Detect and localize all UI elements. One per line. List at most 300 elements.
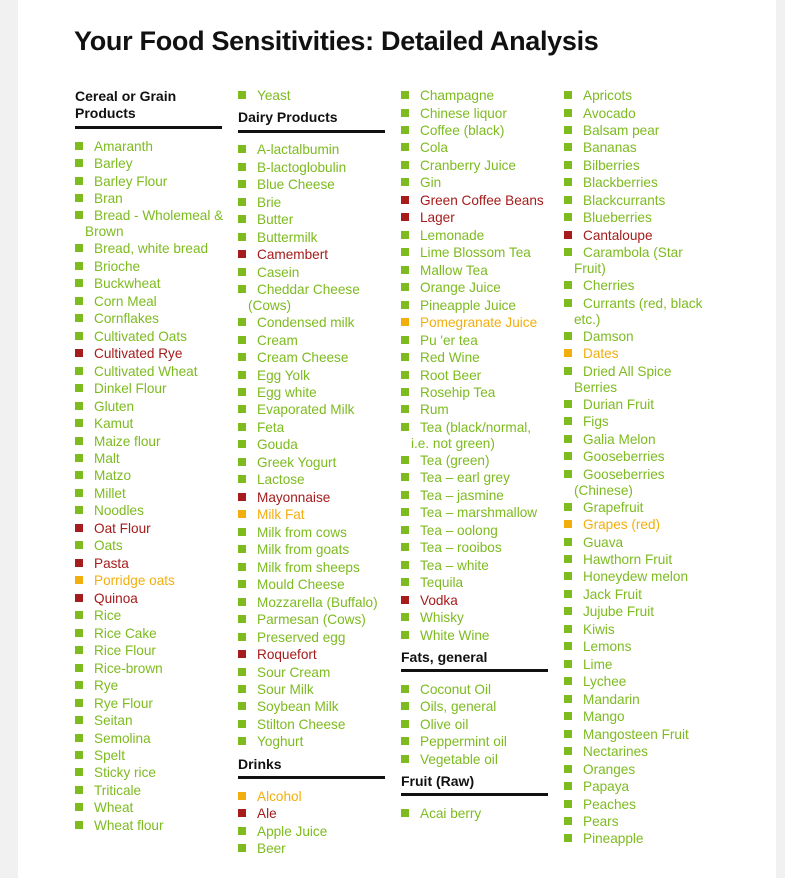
sensitivity-marker-icon [75,332,83,340]
food-name: Mozzarella (Buffalo) [257,595,378,610]
sensitivity-marker-icon [238,180,246,188]
food-name: Cantaloupe [583,228,653,243]
sensitivity-marker-icon [75,524,83,532]
section-heading-line: Products [75,105,136,121]
sensitivity-marker-icon [238,827,246,835]
food-name: Damson [583,329,634,344]
sensitivity-marker-icon [238,633,246,641]
sensitivity-marker-icon [401,755,409,763]
food-name: Buttermilk [257,230,318,245]
sensitivity-marker-icon [75,437,83,445]
sensitivity-marker-icon [401,508,409,516]
food-name: Brie [257,195,282,210]
food-name: Root Beer [420,368,482,383]
food-name-continued: etc.) [574,312,601,327]
sensitivity-marker-icon [401,613,409,621]
food-name: Hawthorn Fruit [583,552,673,567]
sensitivity-marker-icon [238,405,246,413]
food-name: Cultivated Rye [94,346,183,361]
food-name: Soybean Milk [257,699,339,714]
section-heading-line: Dairy Products [238,109,338,125]
sensitivity-marker-icon [238,268,246,276]
sensitivity-marker-icon [564,299,572,307]
sensitivity-marker-icon [564,782,572,790]
food-name: Egg white [257,385,317,400]
food-name: Tea – rooibos [420,540,502,555]
food-name: Roquefort [257,647,317,662]
sensitivity-marker-icon [75,821,83,829]
food-name: Sour Cream [257,665,331,680]
food-name: Oils, general [420,699,497,714]
food-name: Dinkel Flour [94,381,167,396]
food-name: Lemons [583,639,632,654]
sensitivity-marker-icon [564,178,572,186]
sensitivity-marker-icon [238,563,246,571]
page-title: Your Food Sensitivities: Detailed Analysis [74,26,599,56]
sensitivity-marker-icon [401,161,409,169]
food-name: Barley Flour [94,174,168,189]
sensitivity-marker-icon [238,792,246,800]
sensitivity-marker-icon [564,555,572,563]
food-name: Tea (green) [420,453,490,468]
food-name: Brioche [94,259,141,274]
food-name: Whisky [420,610,464,625]
food-name: Bread - Wholemeal & [94,208,224,223]
sensitivity-marker-icon [238,650,246,658]
food-name: Tea – earl grey [420,470,510,485]
sensitivity-marker-icon [564,765,572,773]
sensitivity-marker-icon [75,297,83,305]
sensitivity-marker-icon [75,611,83,619]
sensitivity-marker-icon [75,244,83,252]
food-name: Rice Cake [94,626,157,641]
food-name-continued: (Chinese) [574,483,633,498]
sensitivity-marker-icon [401,143,409,151]
food-name: Galia Melon [583,432,656,447]
food-name: White Wine [420,628,490,643]
section-heading [238,756,385,773]
food-name: Gluten [94,399,135,414]
food-name: Parmesan (Cows) [257,612,366,627]
sensitivity-marker-icon [238,458,246,466]
sensitivity-marker-icon [238,371,246,379]
sensitivity-marker-icon [401,266,409,274]
sensitivity-marker-icon [401,91,409,99]
food-name: Wheat flour [94,818,164,833]
food-name: Cheddar Cheese [257,282,360,297]
food-name: Cream [257,333,298,348]
food-name: Evaporated Milk [257,402,355,417]
sensitivity-marker-icon [564,367,572,375]
section-heading-line: Cereal or Grain [75,88,177,104]
section-heading-line: Fats, general [401,649,488,665]
sensitivity-marker-icon [238,440,246,448]
food-name: Tea – marshmallow [420,505,538,520]
food-name: Avocado [583,106,636,121]
food-name: Feta [257,420,285,435]
sensitivity-marker-icon [75,646,83,654]
food-name: Beer [257,841,286,856]
food-name: Cultivated Wheat [94,364,198,379]
food-name: Alcohol [257,789,302,804]
sensitivity-marker-icon [75,664,83,672]
food-name: Bread, white bread [94,241,209,256]
sensitivity-marker-icon [401,685,409,693]
sensitivity-marker-icon [238,528,246,536]
sensitivity-marker-icon [401,213,409,221]
food-name: Tea – white [420,558,489,573]
sensitivity-marker-icon [238,215,246,223]
food-name: Semolina [94,731,151,746]
food-name: Rice-brown [94,661,163,676]
food-name: Blackcurrants [583,193,666,208]
sensitivity-marker-icon [75,699,83,707]
food-name: Bran [94,191,123,206]
food-name: Oranges [583,762,636,777]
sensitivity-marker-icon [238,198,246,206]
section-divider [401,669,548,672]
sensitivity-marker-icon [401,456,409,464]
section-divider [75,126,222,129]
food-name: Egg Yolk [257,368,310,383]
food-name: Malt [94,451,120,466]
food-name: Tea – oolong [420,523,498,538]
sensitivity-marker-icon [564,834,572,842]
food-name: Milk from sheeps [257,560,360,575]
food-name: Vegetable oil [420,752,498,767]
sensitivity-marker-icon [401,543,409,551]
food-name: Orange Juice [420,280,501,295]
sensitivity-marker-icon [564,452,572,460]
food-name: Cornflakes [94,311,159,326]
sensitivity-marker-icon [238,145,246,153]
sensitivity-marker-icon [75,786,83,794]
sensitivity-marker-icon [401,423,409,431]
sensitivity-marker-icon [401,405,409,413]
food-name: Rye Flour [94,696,153,711]
sensitivity-marker-icon [401,178,409,186]
food-name: Sour Milk [257,682,314,697]
sensitivity-marker-icon [564,126,572,134]
food-name: Lactose [257,472,305,487]
section-divider [238,776,385,779]
food-name: Yeast [257,88,291,103]
sensitivity-marker-icon [401,248,409,256]
sensitivity-marker-icon [75,279,83,287]
sensitivity-marker-icon [75,489,83,497]
section-heading [401,649,548,666]
sensitivity-marker-icon [401,231,409,239]
food-name: Buckwheat [94,276,161,291]
sensitivity-marker-icon [75,734,83,742]
sensitivity-marker-icon [564,332,572,340]
sensitivity-marker-icon [238,233,246,241]
food-name: Blue Cheese [257,177,335,192]
food-name: Green Coffee Beans [420,193,544,208]
food-name: Cola [420,140,448,155]
sensitivity-marker-icon [401,491,409,499]
food-name: Jujube Fruit [583,604,655,619]
food-name-continued: Berries [574,380,618,395]
sensitivity-marker-icon [75,194,83,202]
food-name: Pu 'er tea [420,333,478,348]
food-name: Red Wine [420,350,480,365]
sensitivity-marker-icon [564,572,572,580]
sensitivity-marker-icon [238,163,246,171]
food-name: Guava [583,535,624,550]
sensitivity-marker-icon [401,371,409,379]
food-name: Apple Juice [257,824,328,839]
food-name: Spelt [94,748,125,763]
sensitivity-marker-icon [564,143,572,151]
sensitivity-marker-icon [238,844,246,852]
sensitivity-marker-icon [75,681,83,689]
food-name: Matzo [94,468,132,483]
sensitivity-marker-icon [75,349,83,357]
food-name-continued: (Cows) [248,298,292,313]
food-name-continued: i.e. not green) [411,436,495,451]
food-name: Kamut [94,416,134,431]
sensitivity-marker-icon [564,520,572,528]
food-name: Rosehip Tea [420,385,496,400]
sensitivity-marker-icon [401,561,409,569]
sensitivity-marker-icon [564,817,572,825]
sensitivity-marker-icon [401,301,409,309]
sensitivity-marker-icon [401,126,409,134]
sensitivity-marker-icon [238,318,246,326]
food-name: Rice [94,608,122,623]
food-name: Lemonade [420,228,485,243]
food-name: Dried All Spice [583,364,672,379]
food-name: Butter [257,212,294,227]
sensitivity-marker-icon [75,211,83,219]
food-name: Yoghurt [257,734,304,749]
sensitivity-marker-icon [401,526,409,534]
sensitivity-marker-icon [75,384,83,392]
sensitivity-marker-icon [238,336,246,344]
sensitivity-marker-icon [75,262,83,270]
sensitivity-marker-icon [75,142,83,150]
food-name: Mangosteen Fruit [583,727,689,742]
sensitivity-marker-icon [75,594,83,602]
sensitivity-marker-icon [75,177,83,185]
sensitivity-marker-icon [564,503,572,511]
sensitivity-marker-icon [401,196,409,204]
food-name: Barley [94,156,133,171]
food-name: Stilton Cheese [257,717,346,732]
food-name: Cherries [583,278,635,293]
food-name: Quinoa [94,591,138,606]
sensitivity-marker-icon [75,803,83,811]
food-name: Noodles [94,503,144,518]
food-name: Ale [257,806,277,821]
sensitivity-marker-icon [564,695,572,703]
food-name: Lime Blossom Tea [420,245,531,260]
section-divider [401,793,548,796]
food-name: Kiwis [583,622,615,637]
sensitivity-marker-icon [401,720,409,728]
food-name: Bananas [583,140,637,155]
food-name: Gouda [257,437,298,452]
food-name: Dates [583,346,619,361]
food-name: Triticale [94,783,142,798]
food-name: Gooseberries [583,467,665,482]
food-name: Wheat [94,800,134,815]
food-name: B-lactoglobulin [257,160,347,175]
food-name: Honeydew melon [583,569,689,584]
sensitivity-marker-icon [238,353,246,361]
sensitivity-marker-icon [401,737,409,745]
food-name: Olive oil [420,717,469,732]
food-name: Mallow Tea [420,263,488,278]
sensitivity-marker-icon [564,281,572,289]
food-name: Tea – jasmine [420,488,504,503]
food-name: Pomegranate Juice [420,315,538,330]
food-name: Rice Flour [94,643,156,658]
food-name: Pineapple [583,831,644,846]
sensitivity-marker-icon [238,809,246,817]
sensitivity-marker-icon [564,538,572,546]
sensitivity-marker-icon [401,109,409,117]
sensitivity-marker-icon [564,231,572,239]
food-name: Lime [583,657,613,672]
sensitivity-marker-icon [238,668,246,676]
food-name: Cream Cheese [257,350,349,365]
food-name: Casein [257,265,300,280]
food-name: Pears [583,814,619,829]
food-name: Greek Yogurt [257,455,337,470]
food-name: Milk Fat [257,507,305,522]
sensitivity-marker-icon [238,285,246,293]
food-name: Figs [583,414,609,429]
sensitivity-marker-icon [75,559,83,567]
food-name: Seitan [94,713,133,728]
food-name: Coffee (black) [420,123,505,138]
food-name: Vodka [420,593,458,608]
sensitivity-marker-icon [564,625,572,633]
food-name: Mayonnaise [257,490,331,505]
food-name: Grapes (red) [583,517,661,532]
sensitivity-marker-icon [564,660,572,668]
sensitivity-marker-icon [238,737,246,745]
food-name: Grapefruit [583,500,644,515]
food-name: Carambola (Star [583,245,683,260]
sensitivity-marker-icon [401,702,409,710]
sensitivity-marker-icon [75,471,83,479]
section-heading [401,773,548,790]
food-name: Pasta [94,556,129,571]
food-name: Amaranth [94,139,153,154]
food-name: Corn Meal [94,294,157,309]
sensitivity-marker-icon [75,402,83,410]
sensitivity-marker-icon [564,590,572,598]
sensitivity-marker-icon [564,349,572,357]
food-name: Pineapple Juice [420,298,516,313]
food-name: Condensed milk [257,315,355,330]
food-name: Milk from cows [257,525,347,540]
food-name: Maize flour [94,434,161,449]
food-name: Champagne [420,88,495,103]
section-heading-line: Drinks [238,756,282,772]
food-name: Blueberries [583,210,652,225]
food-name: Chinese liquor [420,106,507,121]
sensitivity-marker-icon [401,336,409,344]
sensitivity-marker-icon [564,91,572,99]
section-heading-line: Fruit (Raw) [401,773,475,789]
food-name: Rum [420,402,449,417]
food-name: Papaya [583,779,630,794]
section-divider [238,130,385,133]
sensitivity-marker-icon [401,578,409,586]
food-name: Tequila [420,575,464,590]
sensitivity-marker-icon [564,213,572,221]
sensitivity-marker-icon [75,541,83,549]
sensitivity-marker-icon [75,768,83,776]
food-name: Milk from goats [257,542,350,557]
food-name: Mould Cheese [257,577,345,592]
food-name: Rye [94,678,119,693]
sensitivity-marker-icon [238,615,246,623]
food-name: Oat Flour [94,521,151,536]
sensitivity-marker-icon [564,642,572,650]
section-heading [75,88,222,122]
food-name: Mango [583,709,625,724]
sensitivity-marker-icon [75,314,83,322]
sensitivity-marker-icon [401,388,409,396]
sensitivity-marker-icon [564,400,572,408]
food-name: Camembert [257,247,329,262]
sensitivity-marker-icon [564,607,572,615]
sensitivity-marker-icon [238,685,246,693]
sensitivity-marker-icon [238,580,246,588]
food-name-continued: Brown [85,224,124,239]
sensitivity-marker-icon [564,730,572,738]
food-name: Tea (black/normal, [420,420,532,435]
sensitivity-marker-icon [75,419,83,427]
sensitivity-marker-icon [564,248,572,256]
food-name: Peaches [583,797,636,812]
food-name-continued: Fruit) [574,261,606,276]
food-name: Gooseberries [583,449,665,464]
sensitivity-marker-icon [75,751,83,759]
food-name: Jack Fruit [583,587,642,602]
sensitivity-marker-icon [401,809,409,817]
food-name: Apricots [583,88,633,103]
sensitivity-marker-icon [75,367,83,375]
food-name: A-lactalbumin [257,142,340,157]
sensitivity-marker-icon [564,800,572,808]
sensitivity-marker-icon [401,473,409,481]
sensitivity-marker-icon [564,161,572,169]
sensitivity-marker-icon [564,677,572,685]
food-name: Balsam pear [583,123,660,138]
sensitivity-marker-icon [401,283,409,291]
sensitivity-marker-icon [238,702,246,710]
sensitivity-marker-icon [75,159,83,167]
food-name: Millet [94,486,126,501]
food-name: Oats [94,538,123,553]
sensitivity-marker-icon [564,470,572,478]
sensitivity-marker-icon [75,454,83,462]
sensitivity-marker-icon [75,576,83,584]
sensitivity-marker-icon [75,629,83,637]
food-name: Coconut Oil [420,682,492,697]
sensitivity-marker-icon [564,712,572,720]
sensitivity-marker-icon [238,510,246,518]
food-name: Porridge oats [94,573,175,588]
sensitivity-marker-icon [401,353,409,361]
food-name: Acai berry [420,806,482,821]
